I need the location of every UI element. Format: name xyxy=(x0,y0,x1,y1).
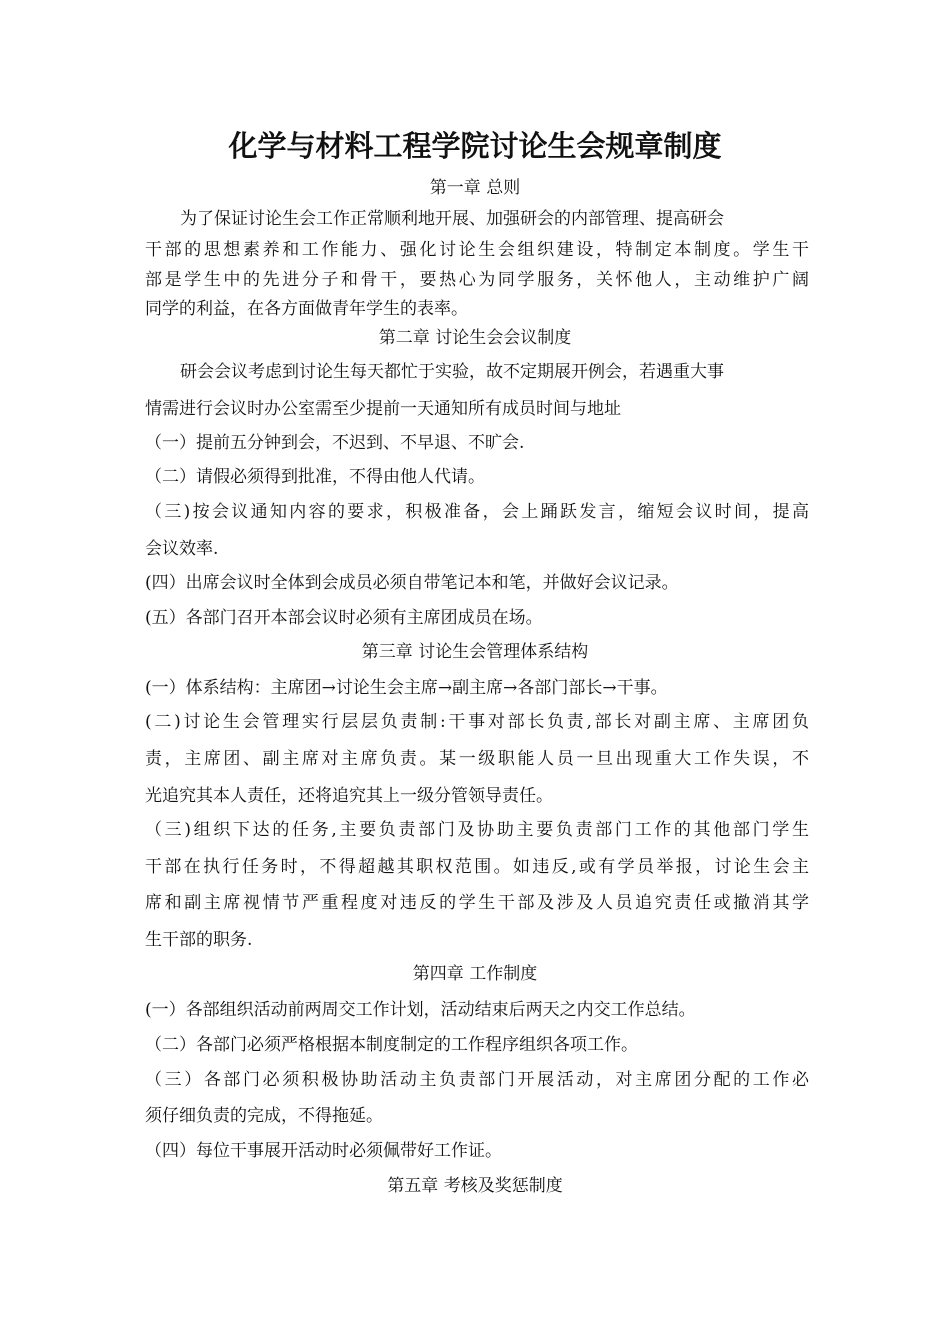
paragraph-line: 情需进行会议时办公室需至少提前一天通知所有成员时间与地址 xyxy=(145,399,621,419)
paragraph-line: （一）提前五分钟到会，不迟到、不早退、不旷会. xyxy=(145,433,525,453)
paragraph-line: 责，主席团、副主席对主席负责。某一级职能人员一旦出现重大工作失误，不 xyxy=(145,749,809,769)
paragraph-line: (一）各部组织活动前两周交工作计划，活动结束后两天之内交工作总结。 xyxy=(145,1000,696,1020)
chapter-heading-2: 第二章 讨论生会会议制度 xyxy=(378,328,572,348)
paragraph-line: (一）体系结构：主席团→讨论生会主席→副主席→各部门部长→干事。 xyxy=(145,678,668,698)
paragraph-line: （二）请假必须得到批准，不得由他人代请。 xyxy=(145,467,485,487)
chapter-heading-1: 第一章 总则 xyxy=(429,178,521,198)
paragraph-line: （三）各部门必须积极协助活动主负责部门开展活动，对主席团分配的工作必 xyxy=(145,1070,809,1090)
paragraph-line: （三)按会议通知内容的要求，积极准备，会上踊跃发言，缩短会议时间，提高 xyxy=(145,502,809,522)
paragraph-line: (二)讨论生会管理实行层层负责制:干事对部长负责,部长对副主席、主席团负 xyxy=(145,712,809,732)
paragraph-line: （二）各部门必须严格根据本制度制定的工作程序组织各项工作。 xyxy=(145,1035,638,1055)
paragraph-line: 席和副主席视情节严重程度对违反的学生干部及涉及人员追究责任或撤消其学 xyxy=(145,893,809,913)
paragraph-line: (五）各部门召开本部会议时必须有主席团成员在场。 xyxy=(145,608,543,628)
paragraph-line: 干部的思想素养和工作能力、强化讨论生会组织建设，特制定本制度。学生干 xyxy=(145,240,809,260)
chapter-heading-3: 第三章 讨论生会管理体系结构 xyxy=(361,642,589,662)
paragraph-line: 须仔细负责的完成，不得拖延。 xyxy=(145,1106,383,1126)
paragraph-line: (四）出席会议时全体到会成员必须自带笔记本和笔，并做好会议记录。 xyxy=(145,573,679,593)
paragraph-line: 生干部的职务. xyxy=(145,930,253,950)
document-title: 化学与材料工程学院讨论生会规章制度 xyxy=(228,129,722,163)
paragraph-line: 干部在执行任务时，不得超越其职权范围。如违反,或有学员举报，讨论生会主 xyxy=(145,857,809,877)
paragraph-line: 研会会议考虑到讨论生每天都忙于实验，故不定期展开例会，若遇重大事 xyxy=(180,362,724,382)
paragraph-line: 为了保证讨论生会工作正常顺利地开展、加强研会的内部管理、提高研会 xyxy=(180,209,724,229)
paragraph-line: （四）每位干事展开活动时必须佩带好工作证。 xyxy=(145,1141,502,1161)
paragraph-line: 光追究其本人责任，还将追究其上一级分管领导责任。 xyxy=(145,786,553,806)
paragraph-line: 同学的利益，在各方面做青年学生的表率。 xyxy=(145,299,468,319)
paragraph-line: （三)组织下达的任务,主要负责部门及协助主要负责部门工作的其他部门学生 xyxy=(145,820,809,840)
paragraph-line: 会议效率. xyxy=(145,539,219,559)
chapter-heading-4: 第四章 工作制度 xyxy=(412,964,538,984)
chapter-heading-5: 第五章 考核及奖惩制度 xyxy=(387,1176,563,1196)
paragraph-line: 部是学生中的先进分子和骨干，要热心为同学服务，关怀他人，主动维护广阔 xyxy=(145,270,809,290)
